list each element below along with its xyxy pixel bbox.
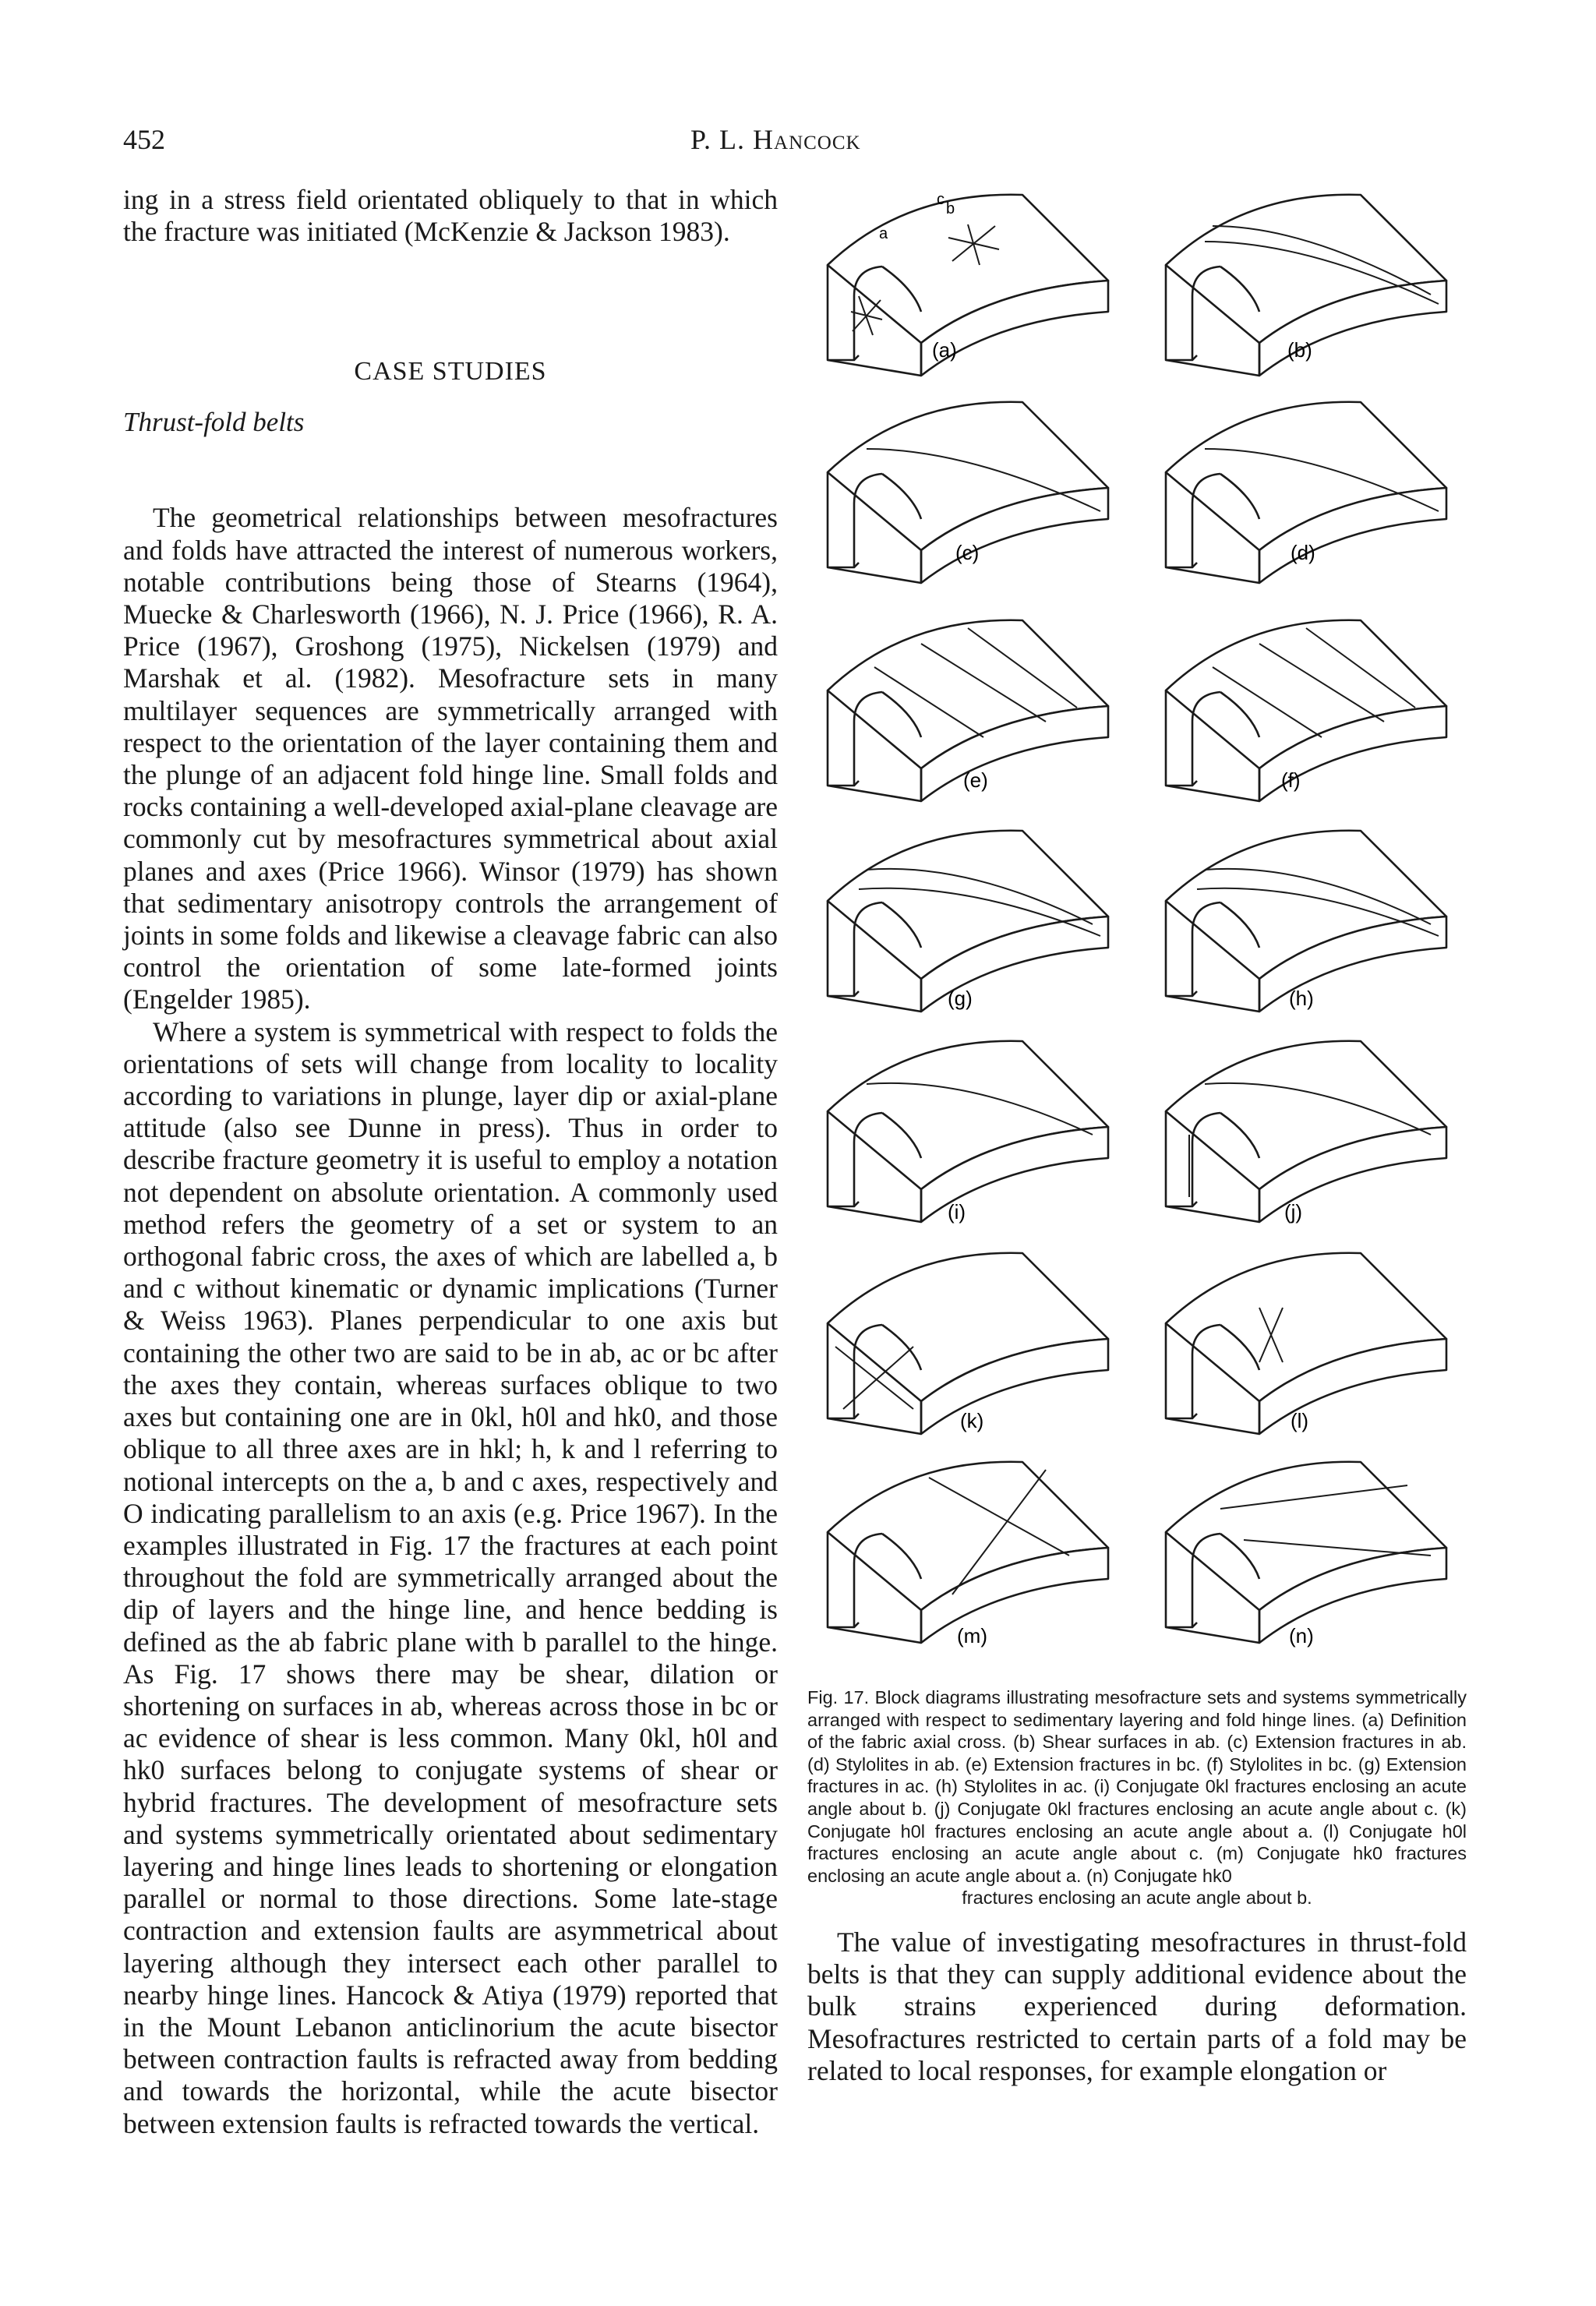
panel-k — [828, 1253, 1108, 1434]
left-column — [123, 184, 778, 2140]
panel-f — [1166, 620, 1446, 801]
body-paragraph-1: The geometrical relationships between mesofractures and folds have attracted the interest of numerous workers, notable contributions being those of Stearns (1964), Muecke & Charlesworth (1966), N. J. Price (1966), R. A. Price (1967), Groshong (1975), Nickelsen (1979) and Marshak et al. (1982). Mesofracture sets in many multilayer sequences are symmetrically arranged with respect to the orientation of the layer containing them and the plunge of an adjacent fold hinge line. Small folds and rocks containing a well-developed axial-plane cleavage are commonly cut by mesofractures symmetrical about axial planes and axes (Price 1966). Winsor (1979) has shown that sedimentary anisotropy controls the arrangement of joints in some folds and likewise a cleavage fabric can also control the orientation of some late-formed joints (Engelder 1985). — [123, 502, 778, 1015]
panel-a — [828, 195, 1108, 376]
panel-label-i: (i) — [948, 1200, 966, 1224]
body-paragraph-2: Where a system is symmetrical with respect to folds the orientations of sets will change from locality to locality according to variations in plunge, layer dip or axial-plane attitude (also see Dunne in press). Thus in order to describe fracture geometry it is useful to employ a notation not dependent on absolute orientation. A commonly used method refers the geometry of a set or system to an orthogonal fabric cross, the axes of which are labelled a, b and c without kinematic or dynamic implications (Turner & Weiss 1963). Planes perpendicular to one axis but containing the other two are said to be in ab, ac or bc after the axes they contain, whereas surfaces oblique to two axes but containing one are in 0kl, h0l and hk0, and those oblique to all three axes are in hkl; h, k and l referring to notional intercepts on the a, b and c axes, respectively and O indicating parallelism to an axis (e.g. Price 1967). In the examples illustrated in Fig. 17 the fractures at each point throughout the fold are symmetrically arranged about the dip of layers and the hinge line, and hence bedding is defined as the ab fabric plane with b parallel to the hinge. As Fig. 17 shows there may be shear, dilation or shortening on surfaces in ab, whereas across those in bc or ac evidence of shear is less common. Many 0kl, h0l and hk0 surfaces belong to conjugate systems of shear or hybrid fractures. The development of mesofracture sets and systems symmetrically orientated about sedimentary layering and hinge lines leads to shortening or elongation parallel or normal to those directions. Some late-stage contraction and extension faults are asymmetrical about layering although they intersect each other parallel to nearby hinge lines. Hancock & Atiya (1979) reported that in the Mount Lebanon anticlinorium the acute bisector between contraction faults is refracted away from bedding and towards the horizontal, while the acute bisector between extension faults is refracted towards the vertical. — [123, 1015, 778, 2139]
axis-label-c: c — [937, 191, 945, 208]
running-head: P. L. Hancock — [690, 124, 861, 155]
subsection-heading: Thrust-fold belts — [123, 407, 305, 438]
axis-label-b: b — [946, 200, 955, 217]
panel-label-n: (n) — [1289, 1624, 1314, 1647]
panel-m — [828, 1462, 1108, 1643]
page-number: 452 — [123, 124, 165, 155]
panel-label-m: (m) — [957, 1624, 987, 1647]
right-column-text — [807, 1926, 1467, 2087]
panel-i — [828, 1041, 1108, 1222]
caption-body: Fig. 17. Block diagrams illustrating mesofracture sets and systems symmetrically arranged with respect to sedimentary layering and fold hinge lines. (a) Definition of the fabric axial cross. (b) Shear surfaces in ab. (c) Extension fractures in ab. (d) Stylolites in ab. (e) Extension fractures in bc. (f) Stylolites in bc. (g) Extension fractures in ac. (h) Stylolites in ac. (i) Conjugate 0kl fractures enclosing an acute angle about b. (j) Conjugate 0kl fractures enclosing an acute angle about c. (k) Conjugate h0l fractures enclosing an acute angle about a. (l) Conjugate h0l fractures enclosing an acute angle about c. (m) Conjugate hk0 fractures enclosing an acute angle about a. (n) Conjugate hk0 — [807, 1687, 1467, 1886]
panel-label-g: (g) — [948, 987, 973, 1010]
figure-caption — [807, 1686, 1467, 1909]
panel-j — [1166, 1041, 1446, 1222]
panel-label-j: (j) — [1284, 1200, 1303, 1224]
right-paragraph: The value of investigating mesofractures in thrust-fold belts is that they can supply additional evidence about the bulk strains experienced during deformation. Mesofractures restricted to certain parts of a fold may be related to local responses, for example elongation or — [807, 1926, 1467, 2086]
panel-h — [1166, 831, 1446, 1012]
panel-label-e: (e) — [963, 768, 988, 792]
axis-label-a: a — [879, 225, 888, 242]
panel-label-c: (c) — [955, 541, 980, 564]
intro-paragraph: ing in a stress field orientated obliquely to that in which the fracture was initiated (McKenzie & Jackson 1983). — [123, 184, 778, 248]
panel-l — [1166, 1253, 1446, 1434]
panel-n — [1166, 1462, 1446, 1643]
panel-label-k: (k) — [960, 1409, 984, 1432]
figure-17 — [807, 184, 1467, 1671]
panel-label-d: (d) — [1291, 541, 1315, 564]
panel-label-h: (h) — [1289, 987, 1314, 1010]
panel-label-f: (f) — [1281, 768, 1301, 792]
caption-last-line: fractures enclosing an acute angle about b. — [962, 1888, 1312, 1909]
panel-label-l: (l) — [1291, 1409, 1309, 1432]
panel-label-b: (b) — [1287, 338, 1312, 362]
panel-label-a: (a) — [932, 338, 957, 362]
panel-g — [828, 831, 1108, 1012]
section-heading: CASE STUDIES — [354, 357, 547, 387]
